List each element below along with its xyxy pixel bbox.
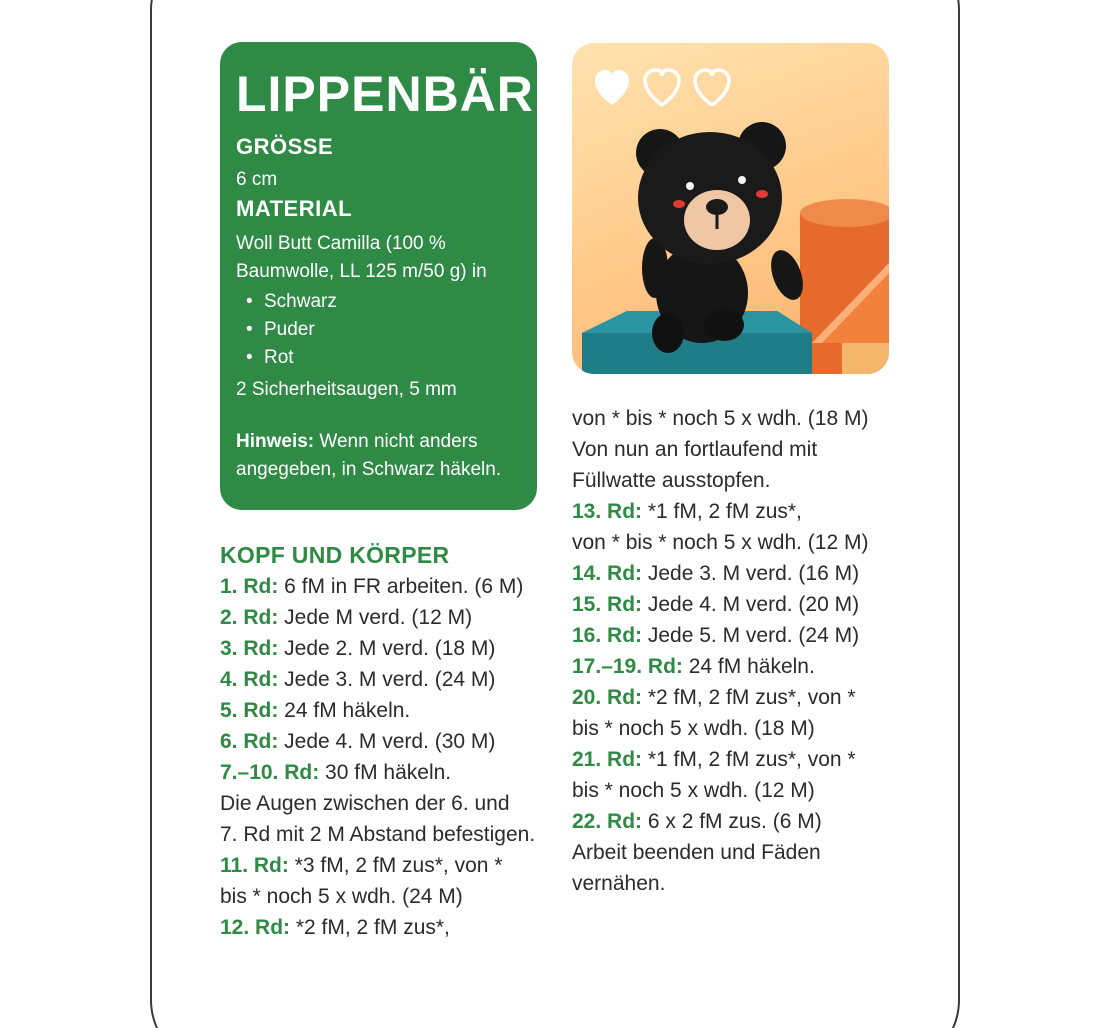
instruction-text: Jede 3. M verd. (16 M) (642, 562, 860, 585)
instructions-right-column (572, 403, 902, 899)
bear-left-leg (652, 313, 684, 353)
difficulty-hearts (595, 70, 729, 105)
instruction-text: Füllwatte ausstopfen. (572, 469, 771, 492)
instruction-text: Jede 2. M verd. (18 M) (278, 637, 496, 660)
instruction-text: *1 fM, 2 fM zus*, (642, 500, 802, 523)
right-lines (572, 403, 902, 899)
instruction-text: *1 fM, 2 fM zus*, von * (642, 748, 856, 771)
heart-filled-icon (595, 70, 629, 105)
bear-right-eye (738, 176, 746, 184)
round-label: 15. Rd: (572, 593, 643, 616)
instructions-left-column (220, 540, 550, 943)
instruction-line (572, 806, 902, 837)
instruction-text: Arbeit beenden und Fäden (572, 841, 821, 864)
bear-nose (706, 199, 728, 215)
instruction-line (220, 788, 550, 819)
instruction-line (220, 571, 550, 602)
instruction-text: *2 fM, 2 fM zus*, von * (642, 686, 856, 709)
instruction-line (572, 713, 902, 744)
round-label: 22. Rd: (572, 810, 643, 833)
hint-note (236, 428, 521, 484)
section-heading-head-body: KOPF UND KÖRPER (220, 542, 450, 568)
instruction-text: bis * noch 5 x wdh. (12 M) (572, 779, 815, 802)
instruction-text: bis * noch 5 x wdh. (24 M) (220, 885, 463, 908)
instruction-text: von * bis * noch 5 x wdh. (18 M) (572, 407, 869, 430)
hint-text-2: angegeben, in Schwarz häkeln. (236, 459, 502, 480)
left-lines (220, 571, 550, 943)
instruction-line (572, 744, 902, 775)
color-list (246, 288, 521, 372)
round-label: 7.–10. Rd: (220, 761, 320, 784)
round-label: 14. Rd: (572, 562, 643, 585)
instruction-line (572, 434, 902, 465)
pattern-title: LIPPENBÄR (236, 66, 534, 122)
eyes-material: 2 Sicherheitsaugen, 5 mm (236, 379, 457, 400)
material-line-2: Baumwolle, LL 125 m/50 g) in (236, 261, 487, 282)
round-label: 21. Rd: (572, 748, 643, 771)
bear-left-eye (686, 182, 694, 190)
instruction-line (220, 881, 550, 912)
round-label: 2. Rd: (220, 606, 279, 629)
round-label: 16. Rd: (572, 624, 643, 647)
instruction-text: Jede 4. M verd. (20 M) (642, 593, 860, 616)
bear-illustration (572, 43, 889, 374)
instruction-line (572, 527, 902, 558)
instruction-text: bis * noch 5 x wdh. (18 M) (572, 717, 815, 740)
instruction-text: 30 fM häkeln. (319, 761, 452, 784)
instruction-text: *2 fM, 2 fM zus*, (290, 916, 450, 939)
instruction-text: Von nun an fortlaufend mit (572, 438, 818, 461)
hint-text-1: Wenn nicht anders (314, 431, 478, 452)
instruction-line (220, 757, 550, 788)
round-label: 4. Rd: (220, 668, 279, 691)
instruction-text: Jede 5. M verd. (24 M) (642, 624, 860, 647)
size-value: 6 cm (236, 169, 278, 190)
instruction-text: 6 fM in FR arbeiten. (6 M) (278, 575, 524, 598)
bullet-icon: • (246, 347, 253, 368)
color-item: • Rot (246, 344, 521, 372)
instruction-line (572, 403, 902, 434)
size-heading: GRÖSSE (236, 134, 334, 159)
round-label: 12. Rd: (220, 916, 291, 939)
instruction-line (572, 868, 902, 899)
instruction-text: *3 fM, 2 fM zus*, von * (288, 854, 503, 877)
hint-label: Hinweis: (236, 431, 315, 452)
bear-photo (572, 43, 889, 374)
instruction-line (220, 602, 550, 633)
instruction-line (220, 819, 550, 850)
bear-left-cheek (673, 200, 685, 208)
instruction-line (572, 775, 902, 806)
round-label: 13. Rd: (572, 500, 643, 523)
instruction-line (572, 558, 902, 589)
instruction-text: 24 fM häkeln. (682, 655, 815, 678)
instruction-text: 7. Rd mit 2 M Abstand befestigen. (220, 823, 536, 846)
round-label: 17.–19. Rd: (572, 655, 683, 678)
bullet-icon: • (246, 319, 253, 340)
instruction-text: vernähen. (572, 872, 666, 895)
instruction-line (572, 651, 902, 682)
tan-block (842, 343, 889, 374)
round-label: 20. Rd: (572, 686, 643, 709)
instruction-line (220, 726, 550, 757)
instruction-line (572, 620, 902, 651)
round-label: 5. Rd: (220, 699, 279, 722)
bullet-icon: • (246, 291, 253, 312)
instruction-line (220, 664, 550, 695)
instruction-line (572, 589, 902, 620)
bear-right-leg (704, 309, 744, 341)
heart-outline-icon (645, 70, 679, 105)
round-label: 3. Rd: (220, 637, 279, 660)
instruction-text: 6 x 2 fM zus. (6 M) (642, 810, 822, 833)
instruction-text: von * bis * noch 5 x wdh. (12 M) (572, 531, 869, 554)
info-box (220, 42, 537, 510)
instruction-line (572, 682, 902, 713)
instruction-text: 24 fM häkeln. (278, 699, 411, 722)
material-heading: MATERIAL (236, 196, 353, 221)
round-label: 1. Rd: (220, 575, 279, 598)
instruction-line (572, 496, 902, 527)
round-label: 6. Rd: (220, 730, 279, 753)
round-label: 11. Rd: (220, 854, 289, 877)
heart-outline-icon (695, 70, 729, 105)
instruction-line (572, 837, 902, 868)
instruction-text: Jede M verd. (12 M) (278, 606, 473, 629)
instruction-line (220, 850, 550, 881)
color-item: • Puder (246, 316, 521, 344)
bear-right-cheek (756, 190, 768, 198)
instruction-text: Jede 4. M verd. (30 M) (278, 730, 496, 753)
instruction-text: Jede 3. M verd. (24 M) (278, 668, 496, 691)
material-line-1: Woll Butt Camilla (100 % (236, 233, 446, 254)
instruction-line (220, 633, 550, 664)
instruction-line (220, 912, 550, 943)
instruction-line (220, 695, 550, 726)
instruction-line (572, 465, 902, 496)
instruction-text: Die Augen zwischen der 6. und (220, 792, 510, 815)
color-item: • Schwarz (246, 288, 521, 316)
